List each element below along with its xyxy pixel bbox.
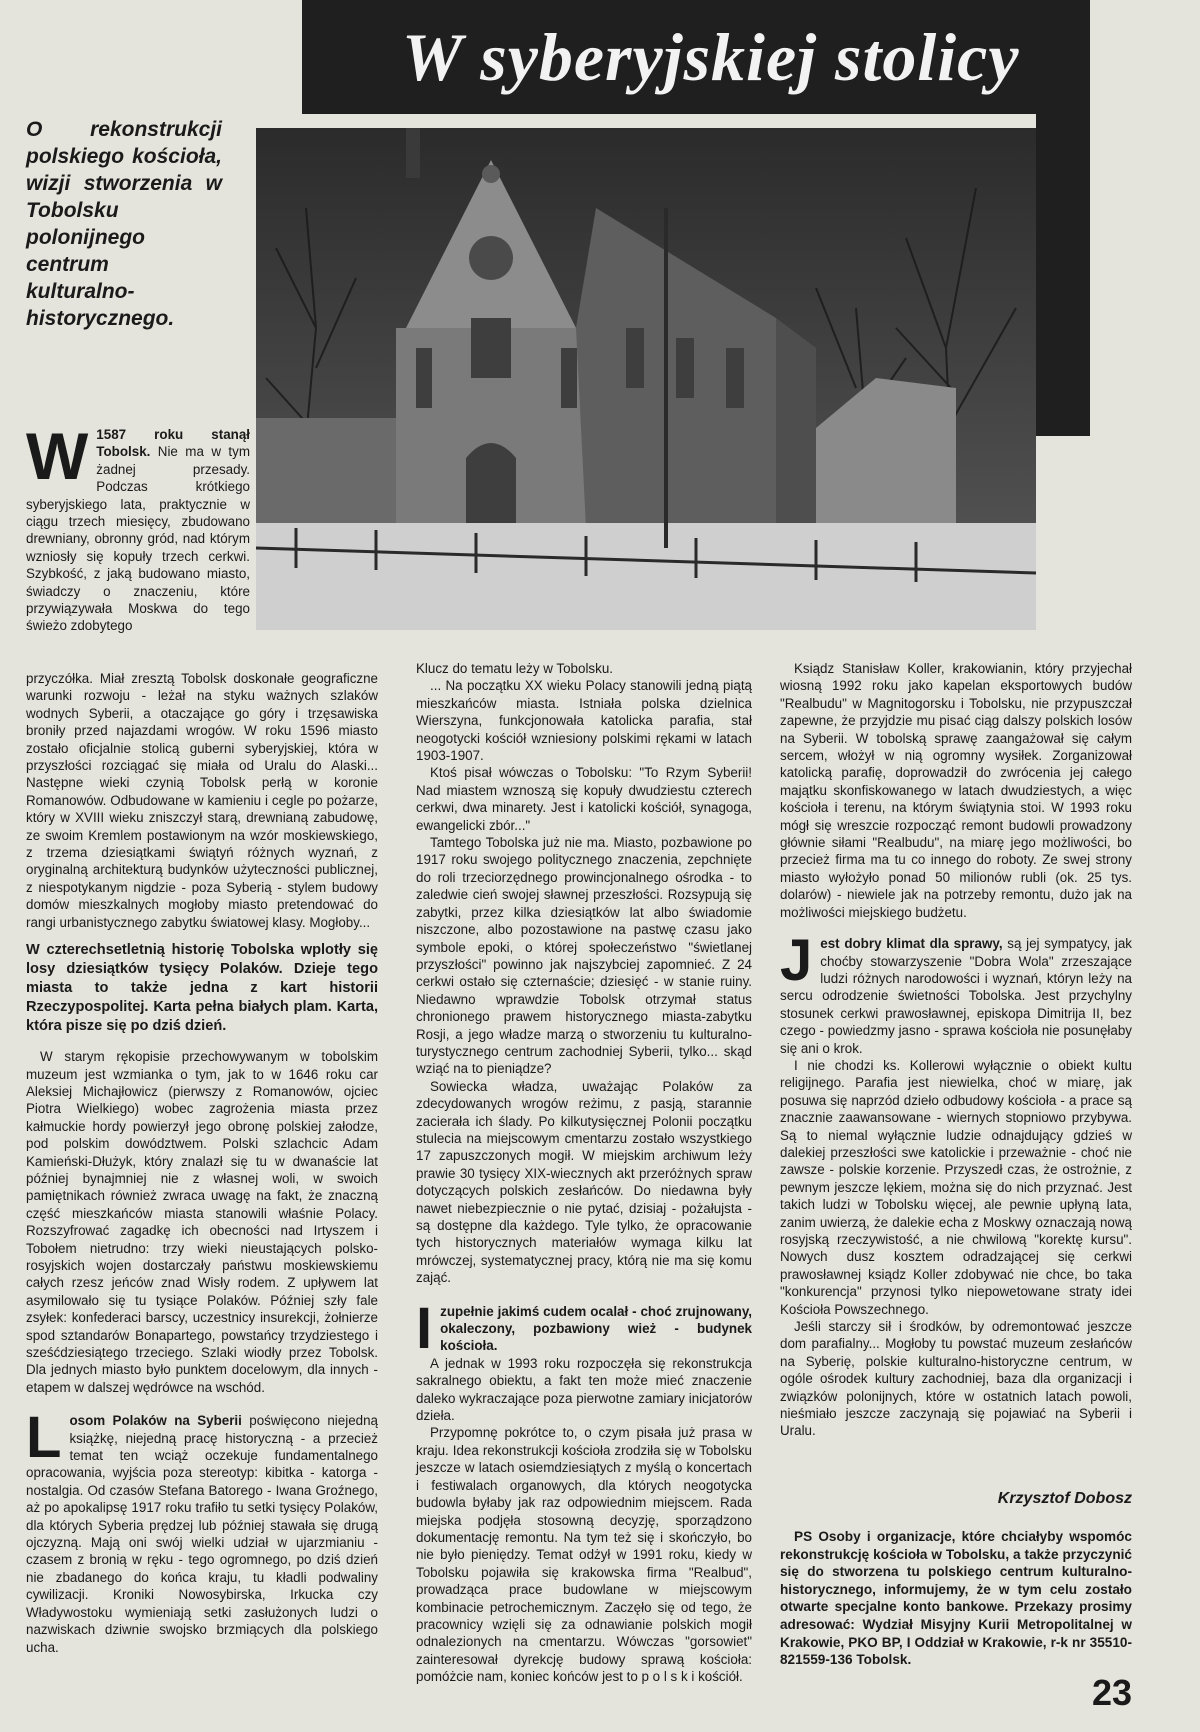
- intro-continued: przyczółka. Miał zresztą Tobolsk doskonałe geograficzne warunki rozwoju - leżał na styku ważnych szlaków wodnych Syberii, a otaczające go góry i trzęsawiska broniły przed najazdami wrogów. W roku 1596 miasto zostało oficjalnie stolicą guberni syberyjskiej, która w przyszłości rozciągać się miała od Uralu do Alaski... Następne wieki czynią Tobolsk perłą w koronie Romanowów. Odbudowane w kamieniu i cegle po pożarze, który w XVIII wieku zniszczył starą, drewnianą zabudowę, ze swoim Kremlem postawionym na wzór moskiewskiego, z trzema dziesiątkami świątyń różnych wyznań, z oryginalną architekturą budynków użyteczności publicznej, z niespotykanym nigdzie - poza Syberią - stylem budowy domów mieszkalnych mogłoby miasto pretendować do rangi urbanistycznego zabytku światowej klasy. Mogłoby...: [26, 671, 378, 930]
- photo-frame: [1036, 114, 1090, 436]
- fate-text: poświęcono niejedną książkę, niejedną pracę historyczną - a przecież temat ten wciąż oczekuje fundamentalnego opracowania, wyjścia poza stereotyp: kibitka - katorga - nostalgia. Od czasów Stefana Batorego - Iwana Groźnego, aż po apokalipsę 1917 roku trafiło tu setki tysięcy Polaków, dla których Syberia prędzej lub później stawała się drugą ojczyzną. Mają oni swój wielki udział w ujarzmianiu - czasem z bronią w ręku - tego ogromnego, po dziś dzień nie zbadanego do końca kraju, tu kładli podwaliny cywilizacji. Kroniki Nowosybirska, Irkucka czy Władywostoku wymieniają setki zasłużonych ludzi o nazwiskach dziwnie swojsko brzmiących dla polskiego ucha.: [26, 1413, 378, 1655]
- column-3: [780, 660, 1132, 1440]
- church-photo: [256, 128, 1036, 630]
- intro-text: Nie ma w tym żadnej przesady. Podczas krótkiego syberyjskiego lata, praktycznie w ciągu trzech miesięcy, zbudowano drewniany, obronny gród, nad którym wzniosły się kopuły trzech cerkwi. Szybkość, z jaką budowano miasto, świadczy o znaczeniu, które przywiązywała Moskwa do tego świeżo zdobytego: [26, 444, 250, 634]
- column-1-top: [26, 419, 250, 635]
- lead-text: O rekonstrukcji polskiego kościoła, wizji stworzenia w Tobolsku polonijnego centrum kulturalno-historycznego.: [26, 118, 222, 330]
- rome-paragraph: Ktoś pisał wówczas o Tobolsku: "To Rzym Syberii! Nad miastem wznoszą się kopuły dwudziestu czterech cerkwi, dwa minarety. Jest i katolicki kościół, synagoga, ewangelicki zbór...": [416, 765, 752, 833]
- title-band: [302, 0, 1090, 114]
- key-paragraph: Klucz do tematu leży w Tobolsku.: [416, 661, 613, 676]
- parish-paragraph: I nie chodzi ks. Kollerowi wyłącznie o obiekt kultu religijnego. Parafia jest niewielka, choć w miarę, jak posuwa się naprzód dzieło odbudowy kościoła - a prace są znacznie zaawansowane - wiernych stopniowo przybywa. Są to niemal wyłącznie ludzie odnajdujący gdzieś w dalekiej przeszłości swe katolickie i przeważnie - choć nie zawsze - polskie korzenie. Przyszedł czas, że ostrożnie, z pewnym jeszcze lękiem, można się do nich przyznać. Jest takich ludzi w Tobolsku więcej, ale pewnie upłyną lata, zanim uwierzą, że dalekie echa z Moskwy oznaczają nową rosyjską rzeczywistość, a nie chwilową "korektę kursu". Nowych dusz kosztem odradzającej się cerkwi prawosławnej ksiądz Koller zdobywać nie chce, bo taka "konkurencja" przynosi tylko niepowetowane straty idei Kościoła Powszechnego.: [780, 1057, 1132, 1317]
- postscript: PS Osoby i organizacje, które chciałyby wspomóc rekonstrukcję kościoła w Tobolsku, a także przyczynić się do stworzena tu polskiego centrum kulturalno-historycznego, informujemy, że w tym celu zostało otwarte specjalne konto bankowe. Przekazy prosimy adresować: Wydział Misyjny Kurii Metropolitalnej w Krakowie, PKO BP, I Oddział w Krakowie, r-k nr 35510-821559-136 Tobolsk.: [780, 1529, 1132, 1668]
- early-century-paragraph: ... Na początku XX wieku Polacy stanowili jedną piątą mieszkańców miasta. Istniała polska dzielnica Wierszyna, funkcjonowała katolicka parafia, stał neogotycki kościół wzniesiony polskimi rękami w latach 1903-1907.: [416, 678, 752, 764]
- column-2: [416, 660, 752, 1686]
- dropcap-l: L: [26, 1405, 62, 1471]
- soviet-paragraph: Sowiecka władza, uważając Polaków za zdecydowanych wrogów reżimu, z pasją, starannie zacierała ich ślady. Po kilkutysięcznej Polonii początku stulecia na miejscowym cmentarzu zostało wszystkiego 17 zapuszczonych mogił. W miejskim archiwum leży prawie 30 tysięcy XIX-wiecznych akt przeróżnych spraw dotyczących polskich zesłańców. Do niedawna były nawet niebezpiecznie o nie pytać, dzisiaj - pożałujsta - są dostępne dla każdego. Tyle tylko, że opracowanie tych historycznych materiałów wymaga kilku lat mrówczej, systematycznej pracy, którą nie ma się komu zająć.: [416, 1078, 752, 1286]
- page-number: 23: [1092, 1672, 1133, 1713]
- article-title: W syberyjskiej stolicy: [402, 19, 1020, 95]
- manuscript-paragraph: W starym rękopisie przechowywanym w tobolskim muzeum jest wzmianka o tym, jak to w 1646 roku car Aleksiej Michajłowicz (pierwszy z Romanowów, ojciec Piotra Wielkiego) wobec zagrożenia miasta przez kałmuckie hordy powierzył jego obronę polskiej załodze, pod polskim dowództwem. Polski szlachcic Adam Kamieński-Dłużyk, który znalazł się tu w dwanaście lat później bynajmniej nie z własnej woli, w swoich pamiętnikach również zwraca uwagę na fakt, że znaczną część mieszkańców miasta stanowili właśnie Polacy. Rozszyfrować zagadkę ich obecności nad Irtyszem i Tobołem nietrudno: trzy wieki nieustających polsko-rosyjskich wojen dostarczały państwu moskiewskiemu całych rzesz jeńców znad Wisły rodem. Z upływem lat asymilowało się tu tysiące Polaków. Później szły fale zsyłek: konfederaci barscy, uczestnicy insurekcji, żołnierze spod sztandarów Bonapartego, powstańcy trzydziestego i sześćdziesiątego trzeciego. Szlaki wiodły przez Tobolsk. Dla jednych miasto było punktem docelowym, dla innych - etapem w dalszej wędrówce na wschód.: [26, 1049, 378, 1395]
- reconstruction-paragraph: A jednak w 1993 roku rozpoczęła się rekonstrukcja sakralnego obiektu, a fakt ten może mieć znaczenie daleko wykraczające poza pierwotne zamiary inicjatorów dzieła.: [416, 1355, 752, 1424]
- priest-paragraph: Ksiądz Stanisław Koller, krakowianin, który przyjechał wiosną 1992 roku jako kapelan eksportowych budów "Realbudu" w Magnitogorsku i Tobolsku, nie przypuszczał zapewne, że przyjdzie mu pisać ciąg dalszy polskich losów na Syberii. W tobolską sprawę zaangażował się całym sercem, włożył w nią ogromny wysiłek. Zorganizował katolicką parafię, doprowadził do zwrócenia jej całego majątku skonfiskowanego w latach dwudziestych, a więc kościoła i terenu, na którym świątynia stoi. W 1993 roku mógł się wreszcie rozpocząć remont budowli prowadzony głównie siłami "Realbudu", na miarę jego możliwości, bo przecież firma ma tu co innego do roboty. Ze swej strony miasto wyłożyło ponad 50 milionów rubli (ok. 25 tys. dolarów) - niewiele jak na potrzeby remontu, dużo jak na możliwości miejskiego budżetu.: [780, 661, 1132, 920]
- column-1: [26, 670, 378, 1656]
- decline-paragraph: Tamtego Tobolska już nie ma. Miasto, pozbawione po 1917 roku swojego politycznego znaczenia, zepchnięte do roli trzeciorzędnego prowincjonalnego ośrodka - to zaledwie cień swojej sławnej przeszłości. Rozsypują się zabytki, przez kilka dziesiątków lat albo świadomie niszczone, albo pozostawione na pastwę czasu jako symbole epoki, o której społeczeństwo "świetlanej przyszłości" powinno jak najszybciej zapomnieć. Z 24 cerkwi ostało się czternaście; dziesięć - w stanie ruiny. Niedawno wprawdzie Tobolsk otrzymał status chronionego prawem historycznego miasta-zabytku Rosji, a jego władze marzą o stworzeniu tu kulturalno-turystycznego centrum zachodniej Syberii, tylko... skąd wziąć na to pieniądze?: [416, 835, 752, 1077]
- future-paragraph: Jeśli starczy sił i środków, by odremontować jeszcze dom parafialny... Mogłoby tu powstać muzeum zesłańców na Syberię, polskie kulturalno-historyczne centrum, w ogóle ośrodek kultury zachodniej, baza dla organizacji i związków polonijnych, które w ostatnich latach powoli, nieśmiało jeszcze zaczynają się pojawiać na Syberii i Uralu.: [780, 1319, 1132, 1439]
- fate-paragraph: [26, 1405, 378, 1656]
- dropcap-j: J: [780, 928, 813, 994]
- church-survived-paragraph: [416, 1295, 752, 1361]
- author-name: Krzysztof Dobosz: [997, 1490, 1132, 1507]
- climate-text: są jej sympatycy, jak choćby stowarzyszenie "Dobra Wola" zrzeszające ludzi różnych narodowości i wyznań, któryn leży na sercu odrodzenie świetności Tobolska. Jest przychylny stosunek cerkwi prawosławnej, episkopa Dimitrija II, bez czego - powiedzmy jasno - sprawa kościoła nie posunęłaby się ani o krok.: [780, 936, 1132, 1056]
- history-paragraph: Przypomnę pokrótce to, o czym pisała już prasa w kraju. Idea rekonstrukcji kościoła zrodziła się w Tobolsku jeszcze w latach osiemdziesiątych z myślą o koncertach i festiwalach organowych, dla których neogotycka budowla byłaby jak raz odpowiednim miejscem. Rada miejska podjęła stosowną decyzję, sporządzono dokumentację remontu. Na tym też się i skończyło, bo nie było pieniędzy. Temat odżył w 1991 roku, kiedy w Tobolsku pojawiła się krakowska firma "Realbud", prowadząca prace budowlane w miejscowym kombinacie petrochemicznym. Zaczęło się od tego, że pracownicy wzięli się za odnawianie polskich mogił odnalezionych na cmentarzu. Wówczas "gorsowiet" zainteresował dyrekcję budowy sprawą kościoła: pomóżcie nam, koniec końców jest to p o l s k i kościół.: [416, 1425, 752, 1685]
- dropcap-i: I: [416, 1295, 433, 1361]
- church-illustration: [256, 128, 1036, 630]
- church-lead-in: zupełnie jakimś cudem ocalał - choć zrujnowany, okaleczony, pozbawiony wież - budynek kościoła.: [440, 1303, 752, 1354]
- climate-paragraph: [780, 928, 1132, 1057]
- climate-lead-in: est dobry klimat dla sprawy,: [820, 936, 1003, 952]
- intro-lead-in: 1587 roku stanął Tobolsk.: [96, 427, 250, 460]
- highlight-paragraph: W czterechsetletnią historię Tobolska wplotły się losy dziesiątków tysięcy Polaków. Dzieje tego miasta to także jedna z kart historii Rzeczypospolitej. Karta pełna białych plam. Karta, która pisze się po dziś dzień.: [26, 942, 378, 1035]
- intro-paragraph: [26, 419, 250, 635]
- dropcap-w: W: [26, 419, 89, 493]
- fate-lead-in: osom Polaków na Syberii: [69, 1413, 242, 1429]
